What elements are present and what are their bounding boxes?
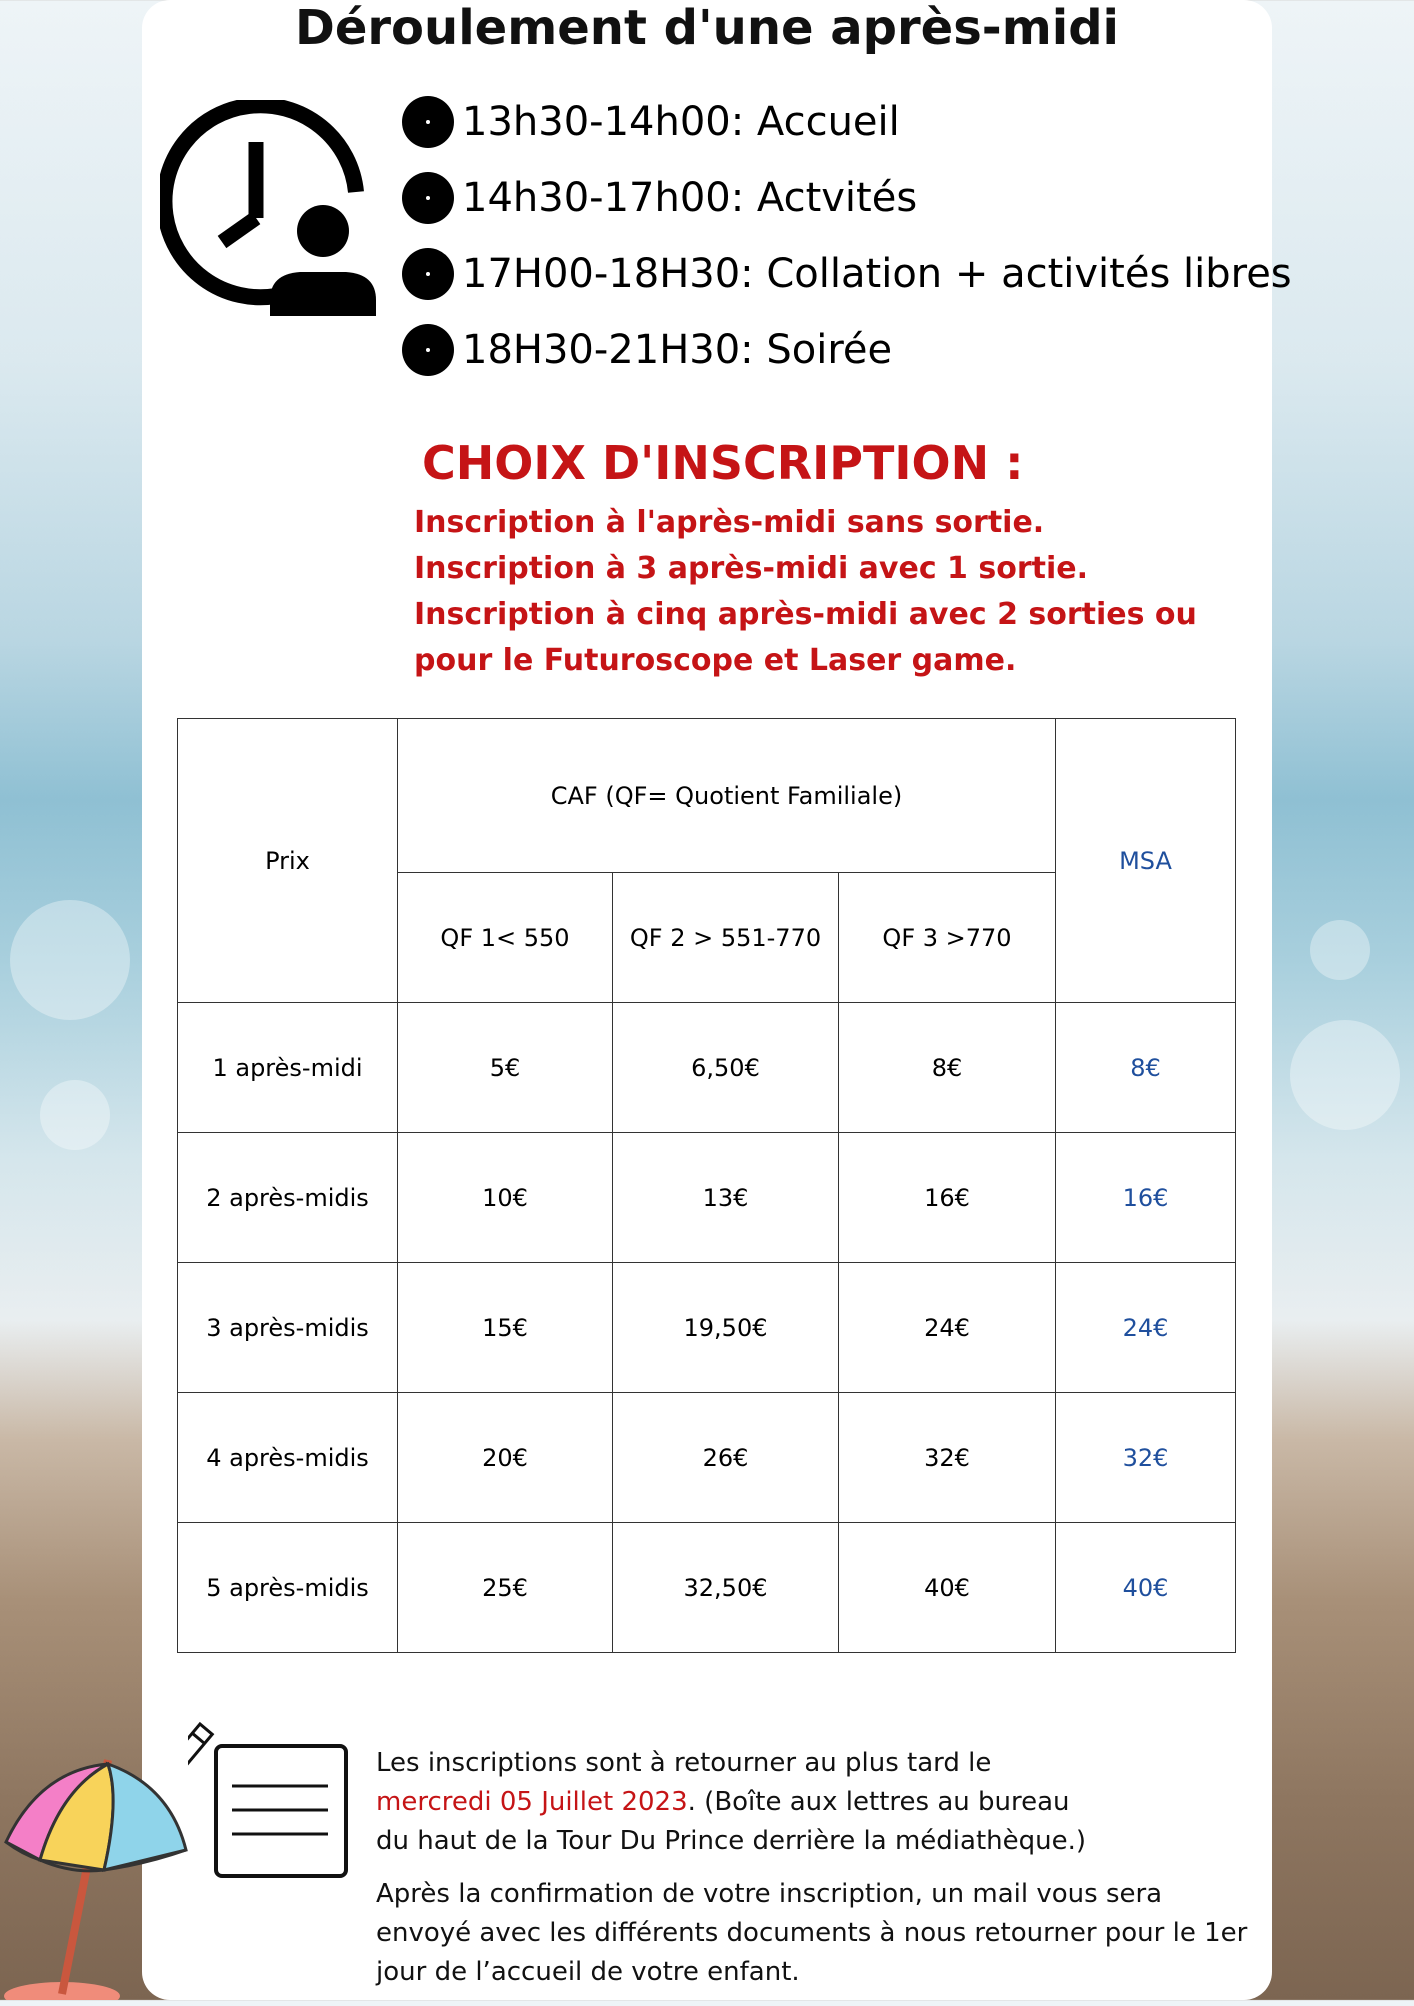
footer-line: . (Boîte aux lettres au bureau (687, 1787, 1070, 1817)
qf-header: QF 3 >770 (839, 873, 1056, 1003)
price-cell: 20€ (398, 1393, 613, 1523)
schedule-text: 17H00-18H30: Collation + activités libres (462, 251, 1292, 297)
row-label: 2 après-midis (178, 1133, 398, 1263)
bokeh-light (1310, 920, 1370, 980)
schedule-text: 18H30-21H30: Soirée (462, 327, 893, 373)
schedule-list (402, 84, 1292, 388)
choix-line: pour le Futuroscope et Laser game. (414, 643, 1017, 678)
row-label: 1 après-midi (178, 1003, 398, 1133)
bullet-icon (402, 172, 454, 224)
price-cell: 5€ (398, 1003, 613, 1133)
table-row (178, 1523, 1236, 1653)
price-table (177, 718, 1236, 1653)
row-label: 5 après-midis (178, 1523, 398, 1653)
footer-paragraph (376, 1744, 1256, 1861)
row-label: 3 après-midis (178, 1263, 398, 1393)
price-cell: 32€ (839, 1393, 1056, 1523)
msa-price-cell: 16€ (1056, 1133, 1236, 1263)
price-cell: 19,50€ (613, 1263, 839, 1393)
row-label: 4 après-midis (178, 1393, 398, 1523)
schedule-text: 13h30-14h00: Accueil (462, 99, 900, 145)
price-cell: 6,50€ (613, 1003, 839, 1133)
msa-price-cell: 40€ (1056, 1523, 1236, 1653)
table-row (178, 1393, 1236, 1523)
msa-price-cell: 24€ (1056, 1263, 1236, 1393)
schedule-item (402, 236, 1292, 312)
price-cell: 26€ (613, 1393, 839, 1523)
bokeh-light (1290, 1020, 1400, 1130)
bokeh-light (10, 900, 130, 1020)
clock-person-icon (160, 100, 380, 320)
price-cell: 24€ (839, 1263, 1056, 1393)
schedule-item (402, 160, 1292, 236)
page-title: Déroulement d'une après-midi (294, 0, 1120, 56)
caf-header: CAF (QF= Quotient Familiale) (398, 719, 1056, 873)
table-row (178, 1003, 1236, 1133)
price-cell: 16€ (839, 1133, 1056, 1263)
qf-header: QF 2 > 551-770 (613, 873, 839, 1003)
choix-line: Inscription à l'après-midi sans sortie. (414, 505, 1045, 540)
price-cell: 13€ (613, 1133, 839, 1263)
deadline-date: mercredi 05 Juillet 2023 (376, 1787, 688, 1817)
beach-umbrella-icon (0, 1750, 200, 2000)
msa-header: MSA (1056, 719, 1236, 1003)
footer-text (376, 1744, 1256, 2006)
bullet-icon (402, 96, 454, 148)
schedule-item (402, 84, 1292, 160)
bokeh-light (40, 1080, 110, 1150)
price-cell: 15€ (398, 1263, 613, 1393)
pencil-form-icon (188, 1720, 358, 1880)
price-cell: 40€ (839, 1523, 1056, 1653)
schedule-item (402, 312, 1292, 388)
msa-price-cell: 32€ (1056, 1393, 1236, 1523)
table-row (178, 1263, 1236, 1393)
footer-line: Les inscriptions sont à retourner au plus tard le (376, 1748, 992, 1778)
price-cell: 10€ (398, 1133, 613, 1263)
bullet-icon (402, 324, 454, 376)
price-cell: 8€ (839, 1003, 1056, 1133)
footer-paragraph: Après la confirmation de votre inscription, un mail vous sera envoyé avec les différents documents à nous retourner pour le 1er jour de l’accueil de votre enfant. (376, 1879, 1248, 1987)
choix-line: Inscription à 3 après-midi avec 1 sortie. (414, 551, 1088, 586)
schedule-text: 14h30-17h00: Actvités (462, 175, 918, 221)
qf-header: QF 1< 550 (398, 873, 613, 1003)
choix-title: CHOIX D'INSCRIPTION : (422, 436, 1024, 490)
price-cell: 25€ (398, 1523, 613, 1653)
msa-price-cell: 8€ (1056, 1003, 1236, 1133)
choix-list (414, 500, 1214, 684)
prix-header: Prix (178, 719, 398, 1003)
choix-line: Inscription à cinq après-midi avec 2 sorties ou (414, 597, 1197, 632)
footer-line: du haut de la Tour Du Prince derrière la médiathèque.) (376, 1826, 1086, 1856)
price-cell: 32,50€ (613, 1523, 839, 1653)
bullet-icon (402, 248, 454, 300)
table-row (178, 1133, 1236, 1263)
